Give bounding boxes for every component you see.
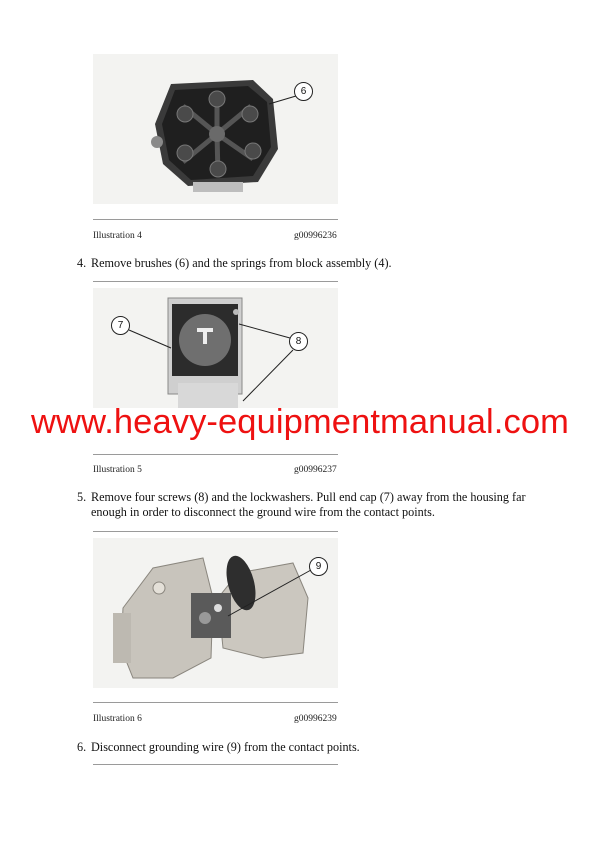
divider <box>93 281 338 282</box>
illustration-6-code: g00996239 <box>294 714 337 724</box>
divider <box>93 219 338 220</box>
illustration-5-code: g00996237 <box>294 465 337 475</box>
illustration-6-label: Illustration 6 <box>93 714 142 724</box>
divider <box>93 454 338 455</box>
step-number: 5. <box>77 490 87 504</box>
illustration-5-photo <box>93 288 338 408</box>
illustration-4-label: Illustration 4 <box>93 231 142 241</box>
divider <box>93 531 338 532</box>
divider <box>93 702 338 703</box>
step-4 <box>77 256 392 271</box>
callout-7: 7 <box>111 316 130 335</box>
illustration-5-label: Illustration 5 <box>93 465 142 475</box>
watermark-url: www.heavy-equipmentmanual.com <box>31 403 569 441</box>
step-number: 6. <box>77 740 87 754</box>
step-number: 4. <box>77 256 87 270</box>
callout-9-leader-line <box>93 538 338 688</box>
step-text: Disconnect grounding wire (9) from the contact points. <box>91 740 360 754</box>
callout-6-leader-line <box>93 54 338 204</box>
illustration-4-code: g00996236 <box>294 231 337 241</box>
step-text-line-2: enough in order to disconnect the ground wire from the contact points. <box>91 505 435 519</box>
callout-9: 9 <box>309 557 328 576</box>
illustration-4-photo <box>93 54 338 204</box>
callout-8: 8 <box>289 332 308 351</box>
callout-leader-lines <box>93 288 338 408</box>
step-5 <box>77 490 526 520</box>
step-6 <box>77 740 360 755</box>
step-text-line-1: Remove four screws (8) and the lockwashers. Pull end cap (7) away from the housing far <box>91 490 526 504</box>
callout-6: 6 <box>294 82 313 101</box>
divider <box>93 764 338 765</box>
step-text: Remove brushes (6) and the springs from block assembly (4). <box>91 256 392 270</box>
illustration-6-photo <box>93 538 338 688</box>
